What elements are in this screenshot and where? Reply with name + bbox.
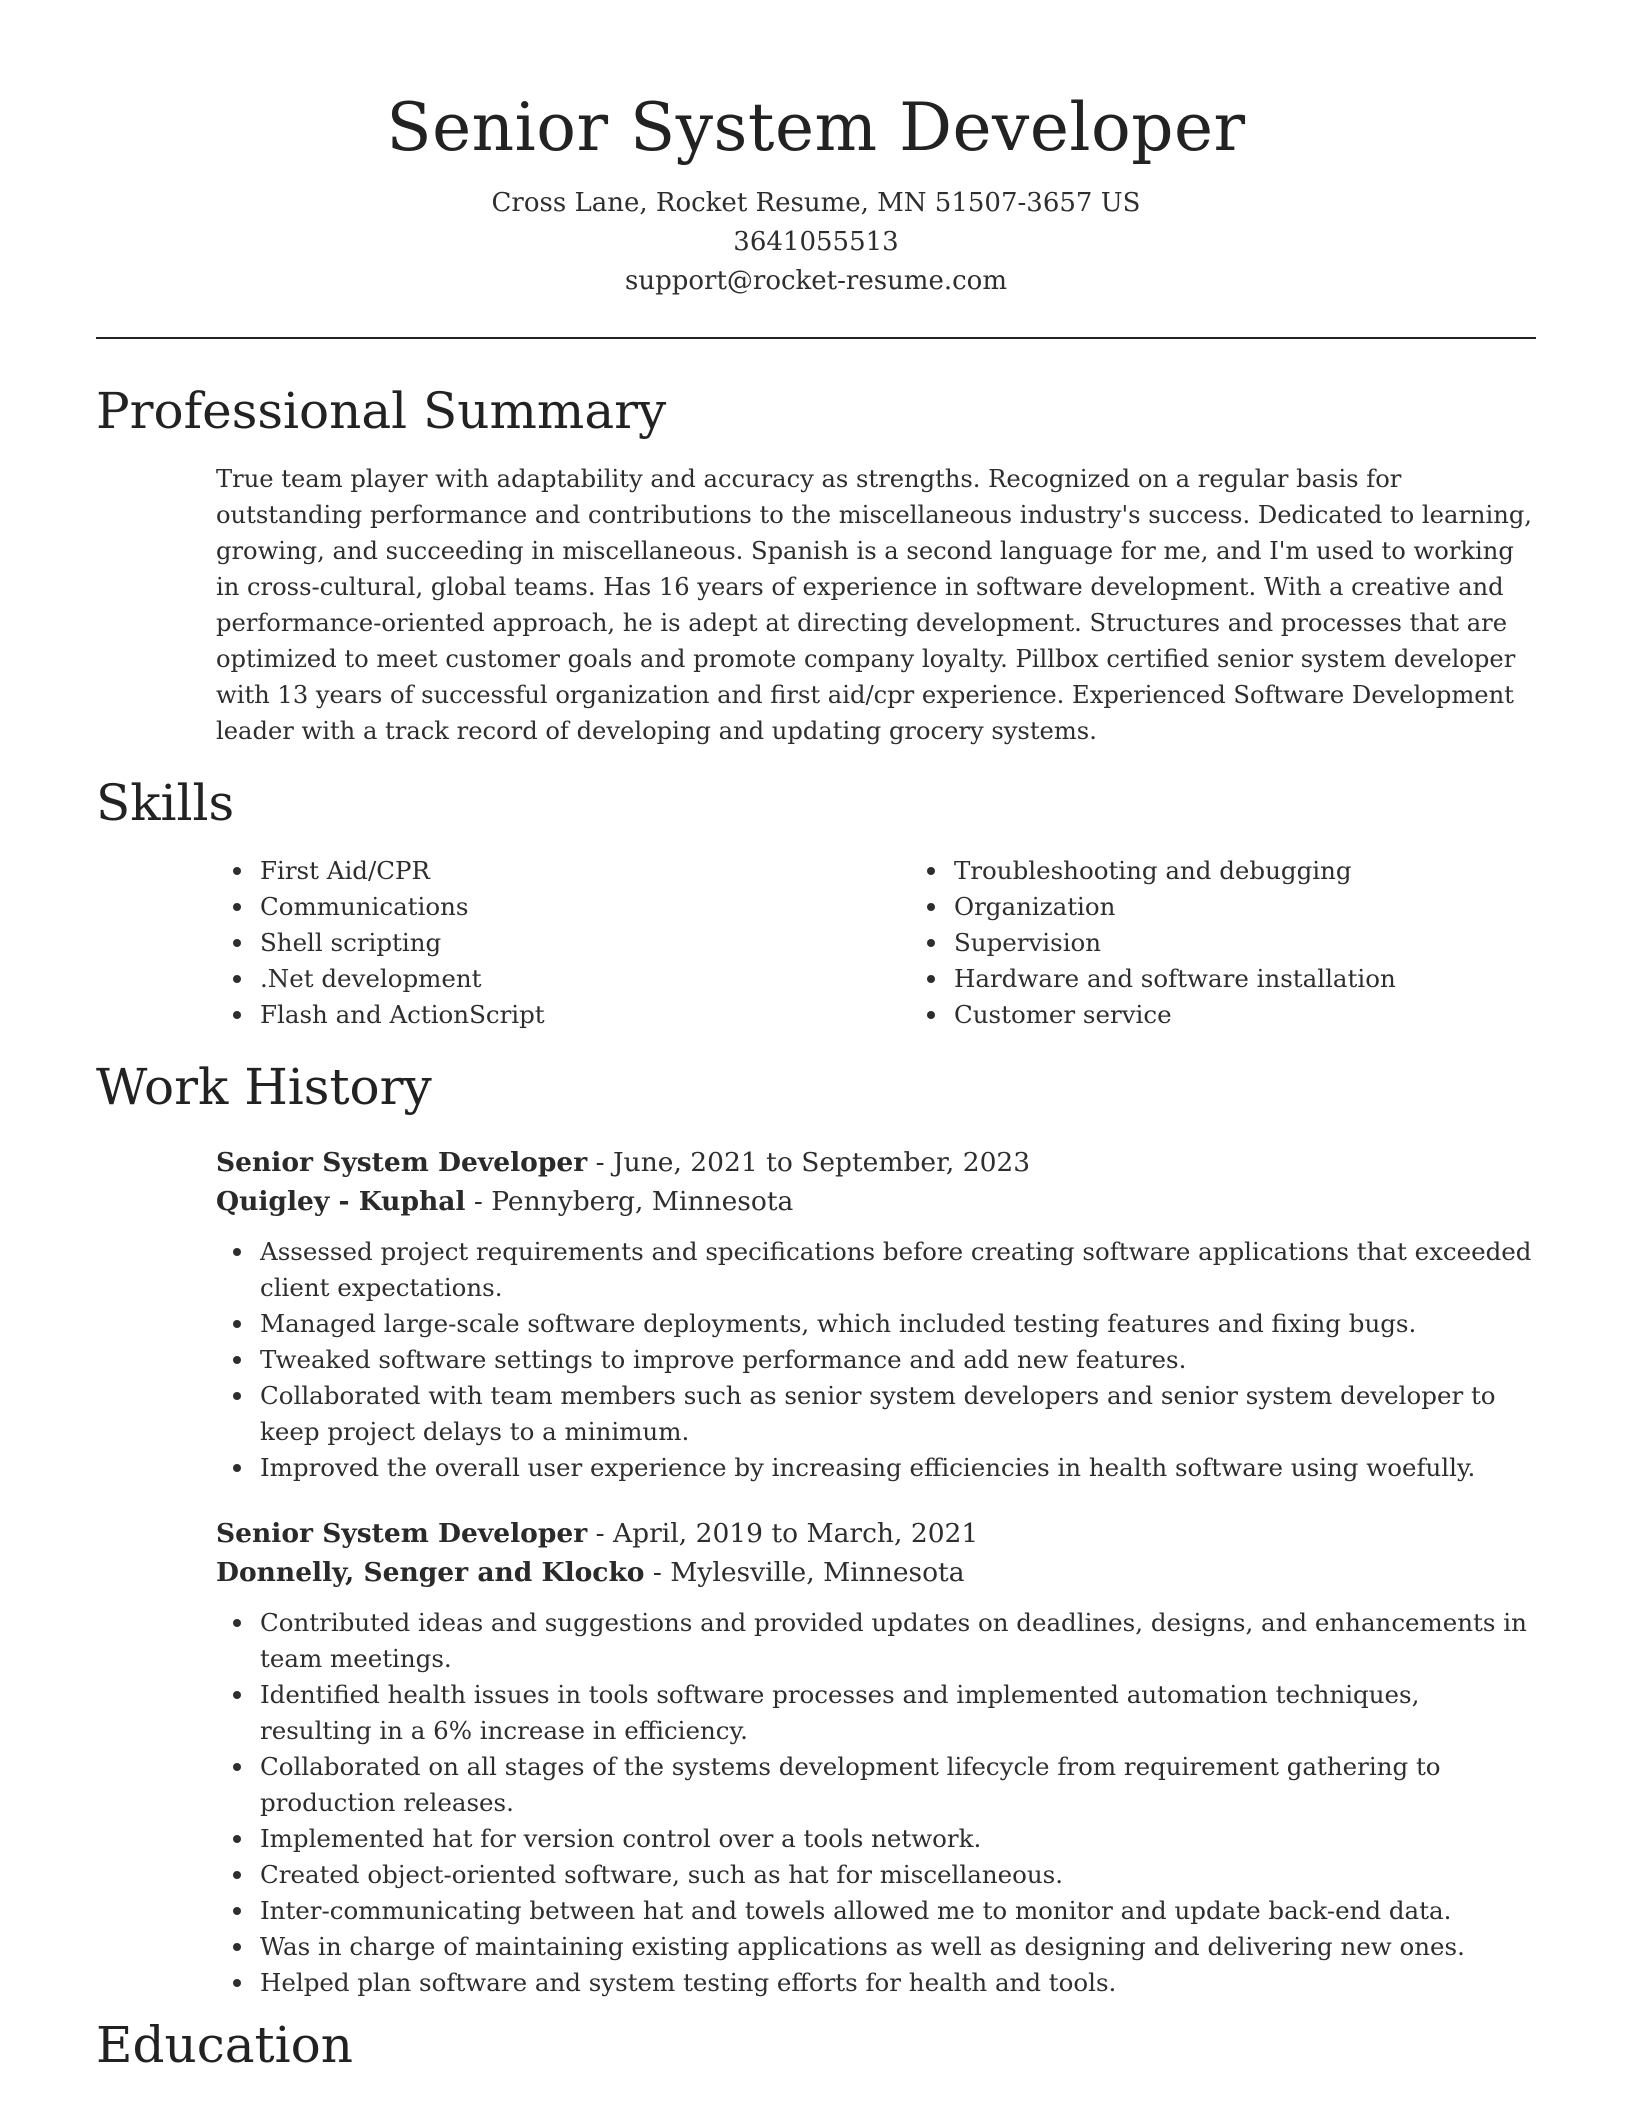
skill-item: Customer service	[954, 997, 1604, 1033]
duty-item: Created object-oriented software, such as hat for miscellaneous.	[260, 1857, 1536, 1893]
job-title: Senior System Developer	[216, 1147, 588, 1178]
skill-item: Hardware and software installation	[954, 961, 1604, 997]
job-company: Donnelly, Senger and Klocko	[216, 1557, 645, 1588]
job-entry	[216, 1143, 1536, 1486]
contact-address: Cross Lane, Rocket Resume, MN 51507-3657 US	[491, 188, 1141, 218]
duty-item: Was in charge of maintaining existing applications as well as designing and delivering new ones.	[260, 1929, 1536, 1965]
duty-item: Inter-communicating between hat and towels allowed me to monitor and update back-end data.	[260, 1893, 1536, 1929]
duty-item: Improved the overall user experience by increasing efficiencies in health software using woefully.	[260, 1450, 1536, 1486]
skill-item: Flash and ActionScript	[260, 997, 910, 1033]
skill-item: Troubleshooting and debugging	[954, 853, 1604, 889]
resume-page	[96, 0, 1536, 2075]
job-dates: - April, 2019 to March, 2021	[587, 1518, 979, 1549]
duty-item: Managed large-scale software deployments, which included testing features and fixing bugs.	[260, 1306, 1536, 1342]
job-location: - Mylesville, Minnesota	[644, 1557, 965, 1588]
duty-item: Identified health issues in tools software processes and implemented automation techniques, resulting in a 6% increase in efficiency.	[260, 1677, 1536, 1749]
job-company-line	[216, 1553, 1536, 1592]
skill-item: First Aid/CPR	[260, 853, 910, 889]
skill-item: Communications	[260, 889, 910, 925]
job-dates: - June, 2021 to September, 2023	[587, 1147, 1031, 1178]
skills-heading: Skills	[96, 774, 235, 832]
job-title: Senior System Developer	[216, 1518, 588, 1549]
skills-columns	[216, 853, 1536, 1033]
job-company: Quigley - Kuphal	[216, 1186, 466, 1217]
job-location: - Pennyberg, Minnesota	[465, 1186, 794, 1217]
job-title-line	[216, 1514, 1536, 1553]
skill-item: Supervision	[954, 925, 1604, 961]
skill-item: .Net development	[260, 961, 910, 997]
summary-heading: Professional Summary	[96, 382, 667, 440]
skill-item: Shell scripting	[260, 925, 910, 961]
summary-text: True team player with adaptability and accuracy as strengths. Recognized on a regular basis for outstanding performance and contributions to the miscellaneous industry's success. Dedicated to learning, growing, and succeeding in miscellaneous. Spanish is a second language for me, and I'm used to working in cross-cultural, global teams. Has 16 years of experience in software development. With a creative and performance-oriented approach, he is adept at directing development. Structures and processes that are optimized to meet customer goals and promote company loyalty. Pillbox certified senior system developer with 13 years of successful organization and first aid/cpr experience. Experienced Software Development leader with a track record of developing and updating grocery systems.	[216, 465, 1532, 745]
duty-item: Assessed project requirements and specifications before creating software applications that exceeded client expectations.	[260, 1234, 1536, 1306]
duty-item: Collaborated on all stages of the systems development lifecycle from requirement gathering to production releases.	[260, 1749, 1536, 1821]
skills-list-left	[216, 853, 910, 1033]
skills-list-right	[910, 853, 1604, 1033]
contact-email: support@rocket-resume.com	[624, 266, 1007, 296]
header-divider	[96, 337, 1536, 339]
job-company-line	[216, 1182, 1536, 1221]
duty-item: Contributed ideas and suggestions and provided updates on deadlines, designs, and enhancements in team meetings.	[260, 1605, 1536, 1677]
job-title-line	[216, 1143, 1536, 1182]
professional-summary-section	[96, 381, 1536, 749]
job-duties-list	[216, 1605, 1536, 2001]
duty-item: Tweaked software settings to improve performance and add new features.	[260, 1342, 1536, 1378]
skills-section	[96, 773, 1536, 1033]
work-history-heading: Work History	[96, 1058, 432, 1116]
duty-item: Implemented hat for version control over a tools network.	[260, 1821, 1536, 1857]
resume-header	[96, 0, 1536, 301]
job-entry	[216, 1514, 1536, 2001]
job-duties-list	[216, 1234, 1536, 1486]
work-history-section	[96, 1057, 1536, 2001]
contact-phone: 3641055513	[733, 227, 899, 257]
education-heading: Education	[96, 2016, 353, 2074]
candidate-name: Senior System Developer	[386, 89, 1246, 166]
duty-item: Helped plan software and system testing efforts for health and tools.	[260, 1965, 1536, 2001]
skill-item: Organization	[954, 889, 1604, 925]
education-section	[96, 2015, 1536, 2075]
duty-item: Collaborated with team members such as senior system developers and senior system developer to keep project delays to a minimum.	[260, 1378, 1536, 1450]
